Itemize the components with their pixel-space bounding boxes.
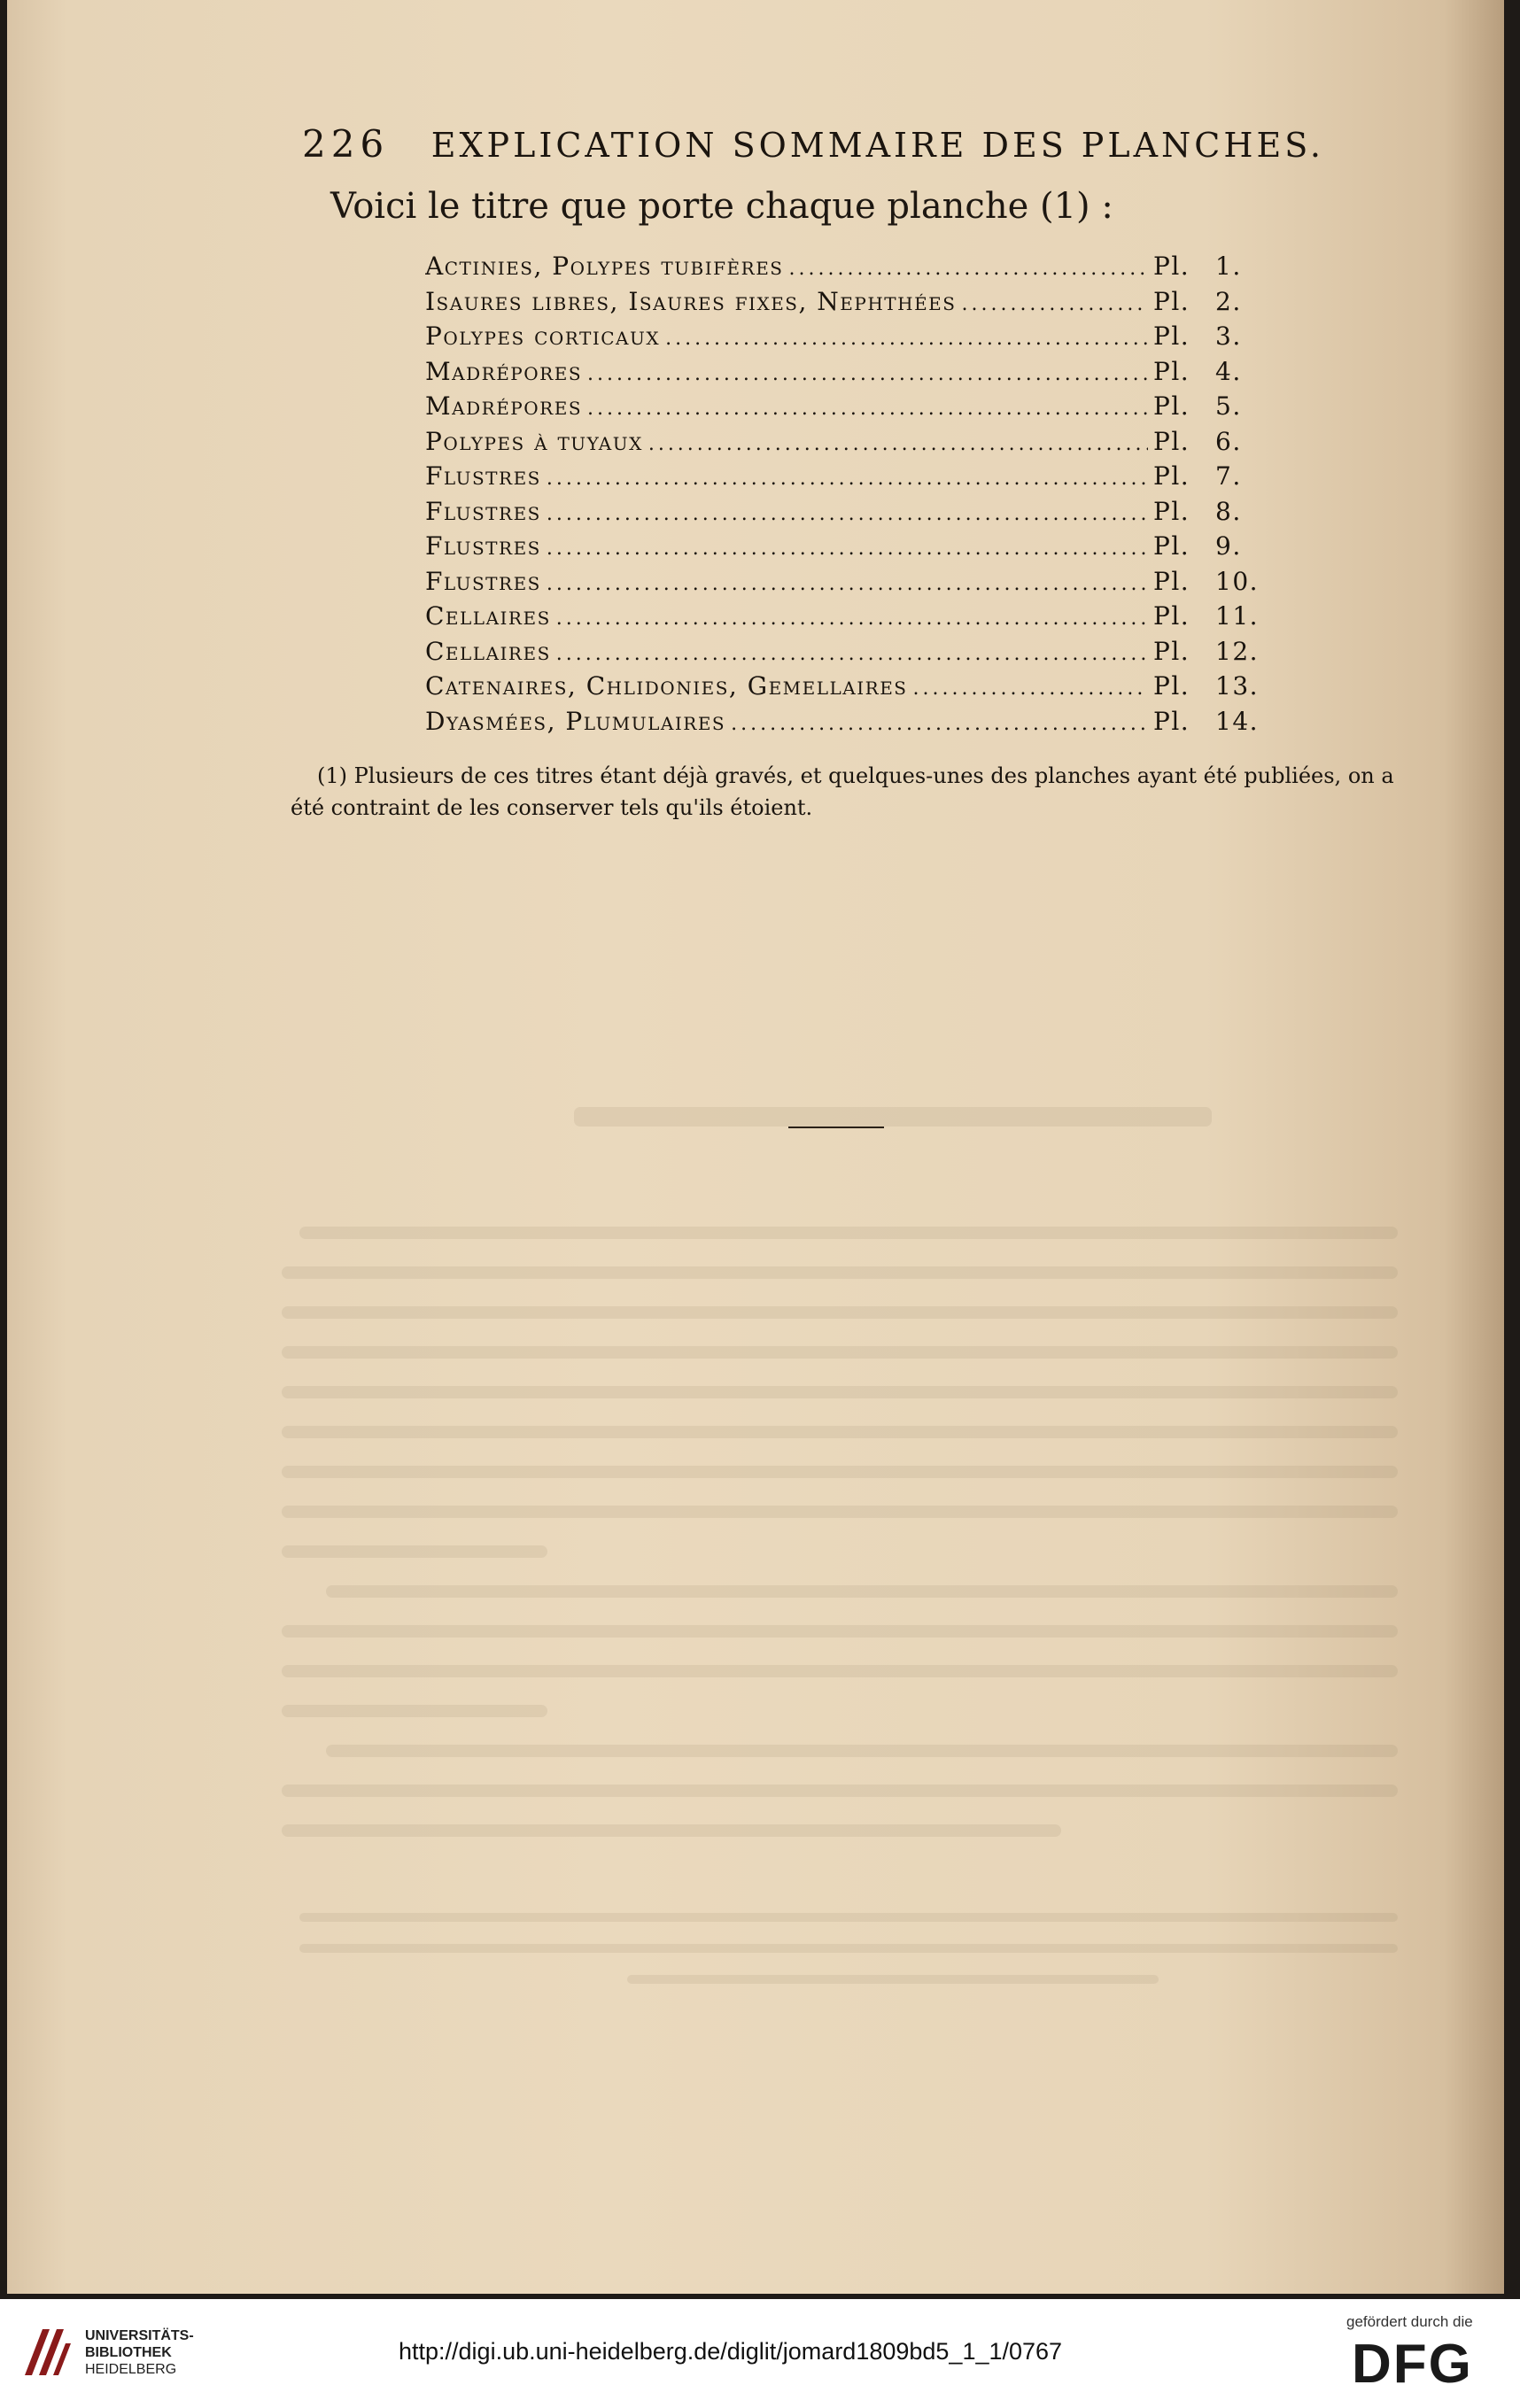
leader-dots — [547, 538, 1148, 560]
plate-number: 10. — [1215, 566, 1260, 596]
plate-title: Flustres — [425, 461, 541, 491]
plate-abbrev: Pl. — [1153, 601, 1190, 631]
funder-logo[interactable] — [1346, 2313, 1506, 2402]
plate-number: 6. — [1215, 426, 1242, 456]
plates-list — [425, 252, 1267, 741]
plate-number: 8. — [1215, 496, 1242, 526]
plate-row — [425, 707, 1267, 742]
library-line-3: HEIDELBERG — [85, 2362, 177, 2377]
plate-title: Madrépores — [425, 356, 583, 386]
leader-dots — [961, 293, 1148, 315]
plate-row — [425, 461, 1267, 497]
viewer-footer — [0, 2299, 1520, 2408]
plate-abbrev: Pl. — [1153, 671, 1190, 701]
library-logo[interactable] — [19, 2322, 206, 2384]
plate-abbrev: Pl. — [1153, 426, 1190, 456]
plate-title: Cellaires — [425, 636, 551, 666]
leader-dots — [547, 503, 1148, 525]
library-name — [85, 2327, 194, 2378]
plate-title: Dyasmées, Plumulaires — [425, 706, 726, 736]
plate-number: 7. — [1215, 461, 1242, 491]
plate-title: Polypes à tuyaux — [425, 426, 643, 456]
plate-abbrev: Pl. — [1153, 636, 1190, 666]
plate-abbrev: Pl. — [1153, 566, 1190, 596]
running-header — [302, 122, 1325, 166]
plate-number: 5. — [1215, 391, 1242, 421]
plate-abbrev: Pl. — [1153, 461, 1190, 491]
running-title: EXPLICATION SOMMAIRE DES PLANCHES. — [430, 126, 1325, 165]
plate-abbrev: Pl. — [1153, 531, 1190, 561]
library-line-2: BIBLIOTHEK — [85, 2345, 172, 2360]
funding-label: gefördert durch die — [1346, 2313, 1473, 2330]
plate-title: Flustres — [425, 496, 541, 526]
leader-dots — [547, 573, 1148, 595]
plate-title: Isaures libres, Isaures fixes, Nephthées — [425, 286, 957, 316]
plate-abbrev: Pl. — [1153, 496, 1190, 526]
plate-row — [425, 601, 1267, 637]
plate-abbrev: Pl. — [1153, 391, 1190, 421]
plate-number: 9. — [1215, 531, 1242, 561]
plate-title: Actinies, Polypes tubifères — [425, 252, 784, 281]
leader-dots — [913, 677, 1148, 700]
plate-abbrev: Pl. — [1153, 286, 1190, 316]
plate-row — [425, 531, 1267, 567]
leader-dots — [789, 258, 1149, 280]
plate-number: 1. — [1215, 252, 1242, 281]
plate-title: Flustres — [425, 531, 541, 561]
leader-dots — [731, 713, 1148, 735]
plate-row — [425, 321, 1267, 357]
plate-row — [425, 357, 1267, 392]
plate-number: 11. — [1215, 601, 1260, 631]
plate-row — [425, 391, 1267, 427]
plate-row — [425, 287, 1267, 322]
plate-abbrev: Pl. — [1153, 356, 1190, 386]
leader-dots — [587, 398, 1148, 420]
plate-number: 4. — [1215, 356, 1242, 386]
plate-title: Catenaires, Chlidonies, Gemellaires — [425, 671, 908, 701]
plate-row — [425, 637, 1267, 672]
section-rule — [788, 1127, 884, 1128]
plate-row — [425, 252, 1267, 287]
plate-number: 3. — [1215, 321, 1242, 351]
plate-row — [425, 567, 1267, 602]
leader-dots — [665, 328, 1148, 350]
dfg-wordmark: DFG — [1352, 2334, 1473, 2395]
intro-sentence: Voici le titre que porte chaque planche (1) : — [330, 186, 1113, 227]
library-line-1: UNIVERSITÄTS- — [85, 2328, 194, 2343]
plate-number: 12. — [1215, 636, 1260, 666]
plate-row — [425, 427, 1267, 462]
leader-dots — [556, 608, 1148, 630]
page-number: 226 — [302, 122, 390, 166]
leader-dots — [547, 468, 1148, 490]
plate-abbrev: Pl. — [1153, 321, 1190, 351]
university-seal-icon — [19, 2324, 76, 2381]
permalink-url[interactable]: http://digi.ub.uni-heidelberg.de/diglit/jomard1809bd5_1_1/0767 — [399, 2338, 1063, 2365]
plate-title: Cellaires — [425, 601, 551, 631]
plate-number: 14. — [1215, 706, 1260, 736]
book-page — [7, 0, 1504, 2294]
footnote: (1) Plusieurs de ces titres étant déjà gravés, et quelques-unes des planches ayant été publiées, on a été contraint de les conserver tels qu'ils étoient. — [291, 763, 1394, 820]
plate-abbrev: Pl. — [1153, 252, 1190, 281]
plate-abbrev: Pl. — [1153, 706, 1190, 736]
plate-number: 13. — [1215, 671, 1260, 701]
leader-dots — [556, 643, 1148, 665]
plate-title: Madrépores — [425, 391, 583, 421]
leader-dots — [587, 363, 1148, 385]
plate-title: Flustres — [425, 566, 541, 596]
leader-dots — [648, 433, 1148, 455]
plate-number: 2. — [1215, 286, 1242, 316]
plate-row — [425, 671, 1267, 707]
plate-title: Polypes corticaux — [425, 321, 661, 351]
plate-row — [425, 497, 1267, 532]
